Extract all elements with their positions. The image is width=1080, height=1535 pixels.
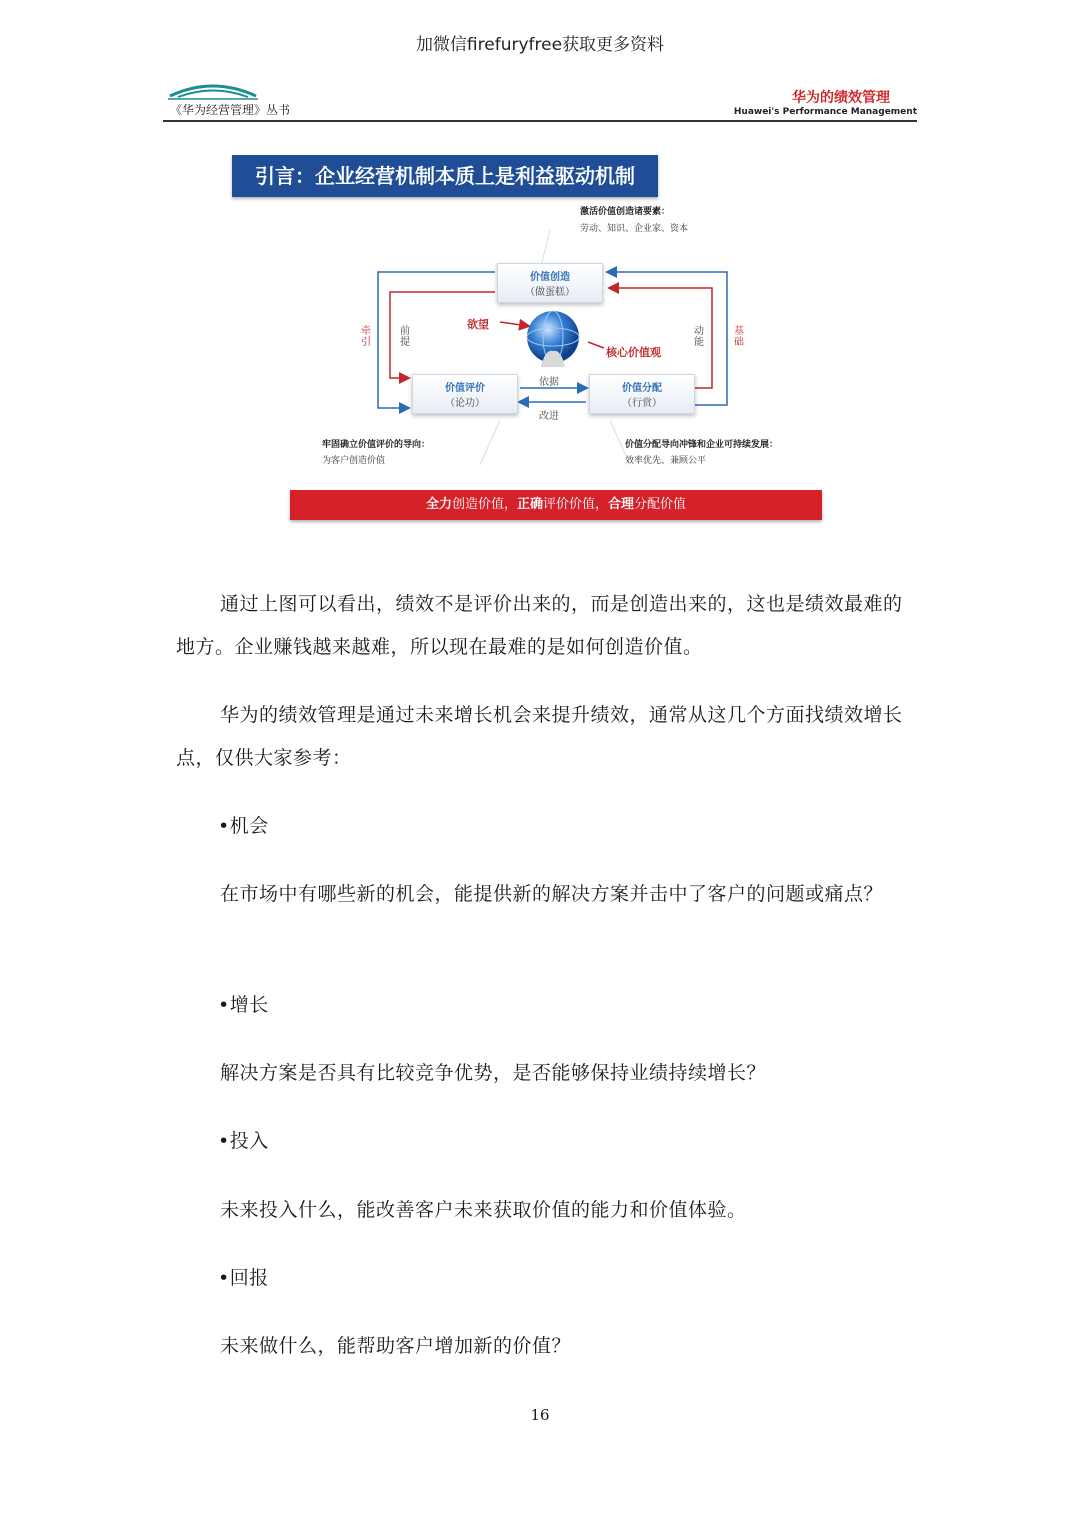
left-note-text: 为客户创造价值: [322, 456, 386, 466]
bullet-heading: •回报: [218, 1267, 269, 1289]
paragraph: 未来做什么，能帮助客户增加新的价值？: [220, 1335, 572, 1357]
banner-part: 评价价值，: [543, 497, 609, 512]
paragraph: 通过上图可以看出，绩效不是评价出来的，而是创造出来的，这也是绩效最难的地方。企业赚钱越来越难，所以现在最难的是如何创造价值。: [176, 593, 903, 658]
left-note: [322, 437, 430, 466]
bullet-heading: •增长: [218, 994, 269, 1016]
top-note-title: 激活价值创造诸要素：: [580, 207, 671, 217]
banner-part: 合理: [608, 497, 635, 512]
qianti-label: 前提: [400, 326, 410, 348]
series-logo-icon: [168, 80, 258, 100]
value-distribution-sub: （行赏）: [622, 398, 662, 409]
jichu-label: 基础: [734, 326, 744, 348]
banner-part: 创造价值，: [451, 497, 517, 512]
figure-title: 引言：企业经营机制本质上是利益驱动机制: [232, 155, 658, 197]
watermark-text: 加微信firefuryfree获取更多资料: [415, 35, 665, 55]
desire-label: 欲望: [467, 318, 489, 331]
value-creation-title: 价值创造: [530, 272, 570, 283]
banner-part: 全力: [425, 497, 452, 512]
qianyin-label: 牵引: [361, 326, 371, 348]
value-evaluation-title: 价值评价: [445, 383, 485, 394]
header-divider: [163, 120, 917, 122]
top-note-text: 劳动、知识、企业家、资本: [580, 224, 689, 234]
page-number: 16: [530, 1406, 550, 1424]
left-note-title: 牢固确立价值评价的导向：: [322, 440, 431, 450]
bullet-heading: •投入: [218, 1130, 269, 1152]
banner-part: 分配价值: [634, 497, 687, 512]
value-creation-box: [497, 263, 603, 303]
right-note-title: 价值分配导向冲锋和企业可持续发展：: [625, 440, 779, 450]
value-evaluation-sub: （论功）: [445, 398, 485, 409]
basis-label: 依据: [539, 377, 559, 388]
value-distribution-title: 价值分配: [622, 383, 662, 394]
value-distribution-box: [589, 374, 695, 414]
dongneng-label: 动能: [694, 326, 704, 348]
bullet-heading: •机会: [218, 815, 269, 837]
book-title: 华为的绩效管理: [792, 90, 890, 106]
value-evaluation-box: [412, 374, 518, 414]
paragraph: 华为的绩效管理是通过未来增长机会来提升绩效，通常从这几个方面找绩效增长点，仅供大家参考：: [176, 704, 903, 769]
globe-hands-icon: [523, 309, 583, 369]
banner-part: 正确: [516, 497, 543, 512]
right-note-text: 效率优先、兼顾公平: [625, 456, 707, 466]
core-values-label: 核心价值观: [606, 346, 661, 359]
series-name: 《华为经营管理》丛书: [170, 103, 291, 117]
paragraph: 未来投入什么，能改善客户未来获取价值的能力和价值体验。: [220, 1199, 747, 1221]
paragraph: 解决方案是否具有比较竞争优势，是否能够保持业绩持续增长？: [220, 1062, 767, 1084]
paragraph: 在市场中有哪些新的机会，能提供新的解决方案并击中了客户的问题或痛点？: [220, 883, 884, 905]
improve-label: 改进: [539, 411, 559, 422]
right-note: [625, 437, 778, 466]
summary-banner: [290, 490, 822, 520]
book-subtitle: Huawei's Performance Management: [733, 107, 917, 117]
value-creation-sub: （做蛋糕）: [525, 287, 575, 298]
